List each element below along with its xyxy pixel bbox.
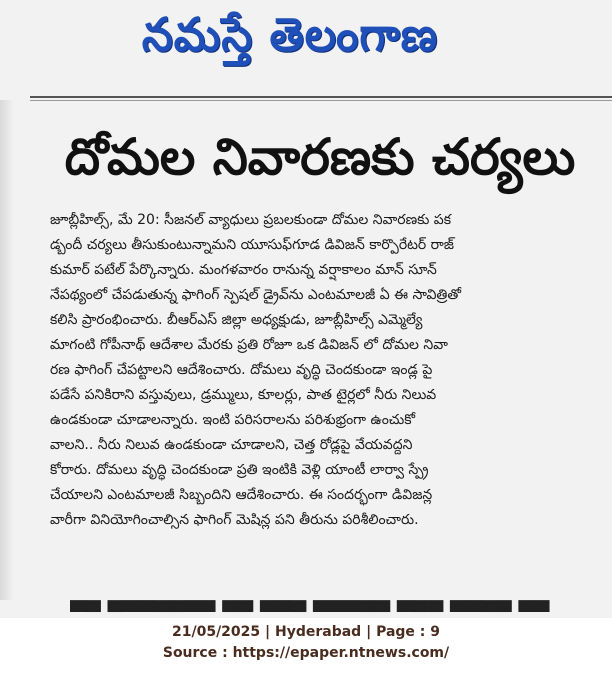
article-line: డ్బందీ చర్యలు తీసుకుంటున్నామని యూసుఫ్‌గూడ డివిజన్ కార్పొరేటర్ రాజ్: [50, 237, 455, 253]
masthead-logo-text: నమస్తే తెలంగాణ: [141, 8, 439, 62]
article-line: జూబ్లీహిల్స్, మే 20: సీజనల్ వ్యాధులు ప్రబలకుండా దోమల నివారణకు పక: [50, 212, 452, 228]
article-line: మాగంటి గోపీనాథ్ ఆదేశాల మేరకు ప్రతి రోజూ ఒక డివిజన్ లో దోమల నివా: [50, 337, 448, 353]
article-body: [50, 208, 580, 533]
article-line: వాలని.. నీరు నిలువ ఉండకుండా చూడాలని, చెత్త రోడ్లపై వేయవద్దని: [50, 437, 413, 453]
article-line: రణ ఫాగింగ్ చేపట్టాలని ఆదేశించారు. దోమలు వృద్ధి చెందకుండా ఇండ్ల పై: [50, 362, 433, 378]
masthead: [80, 6, 500, 76]
article-line: పడేసే పనికిరాని వస్తువులు, డ్రమ్ములు, కూలర్లు, పాత టైర్లలో నీరు నిలువ: [50, 387, 437, 403]
article-line: కోరారు. దోమలు వృద్ధి చెందకుండా ప్రతి ఇంటికి వెళ్లి యాంటీ లార్వా స్ప్రే: [50, 462, 429, 478]
article-headline: దోమల నివారణకు చర్యలు: [64, 128, 576, 186]
page-edge-shadow: [0, 100, 14, 600]
article-line: నేపథ్యంలో చేపడుతున్న ఫాగింగ్ స్పెషల్ డ్రైవ్‌ను ఎంటమాలజీ ఏ ఈ సావిత్రితో: [50, 287, 462, 303]
clipping-footer: [0, 622, 612, 664]
article-line: కుమార్ పటేల్ పేర్కొన్నారు. మంగళవారం రానున్న వర్షాకాలం మాన్ సూన్: [50, 262, 437, 278]
next-article-cutoff: ▀▀ ▀▀▀▀▀▀▀ ▀▀ ▀▀▀ ▀▀▀▀▀ ▀▀▀ ▀▀▀▀ ▀▀: [70, 600, 550, 613]
masthead-divider: [30, 96, 612, 98]
dateline: 21/05/2025 | Hyderabad | Page : 9: [171, 624, 441, 640]
article-line: కలిసి ప్రారంభించారు. బీఆర్ఎస్ జిల్లా అధ్యక్షుడు, జూబ్లీహిల్స్ ఎమ్మెల్యే: [50, 312, 423, 328]
article-line: వారీగా వినియోగించాల్సిన ఫాగింగ్ మెషిన్ల పని తీరును పరిశీలించారు.: [50, 512, 419, 528]
article-line: చేయాలని ఎంటమాలజీ సిబ్బందిని ఆదేశించారు. ఈ సందర్భంగా డివిజన్ల: [50, 487, 433, 503]
source-link[interactable]: Source : https://epaper.ntnews.com/: [162, 645, 450, 661]
article-line: ఉండకుండా చూడాలన్నారు. ఇంటి పరిసరాలను పరిశుభ్రంగా ఉంచుకో: [50, 412, 416, 428]
masthead-divider-thin: [30, 100, 612, 101]
